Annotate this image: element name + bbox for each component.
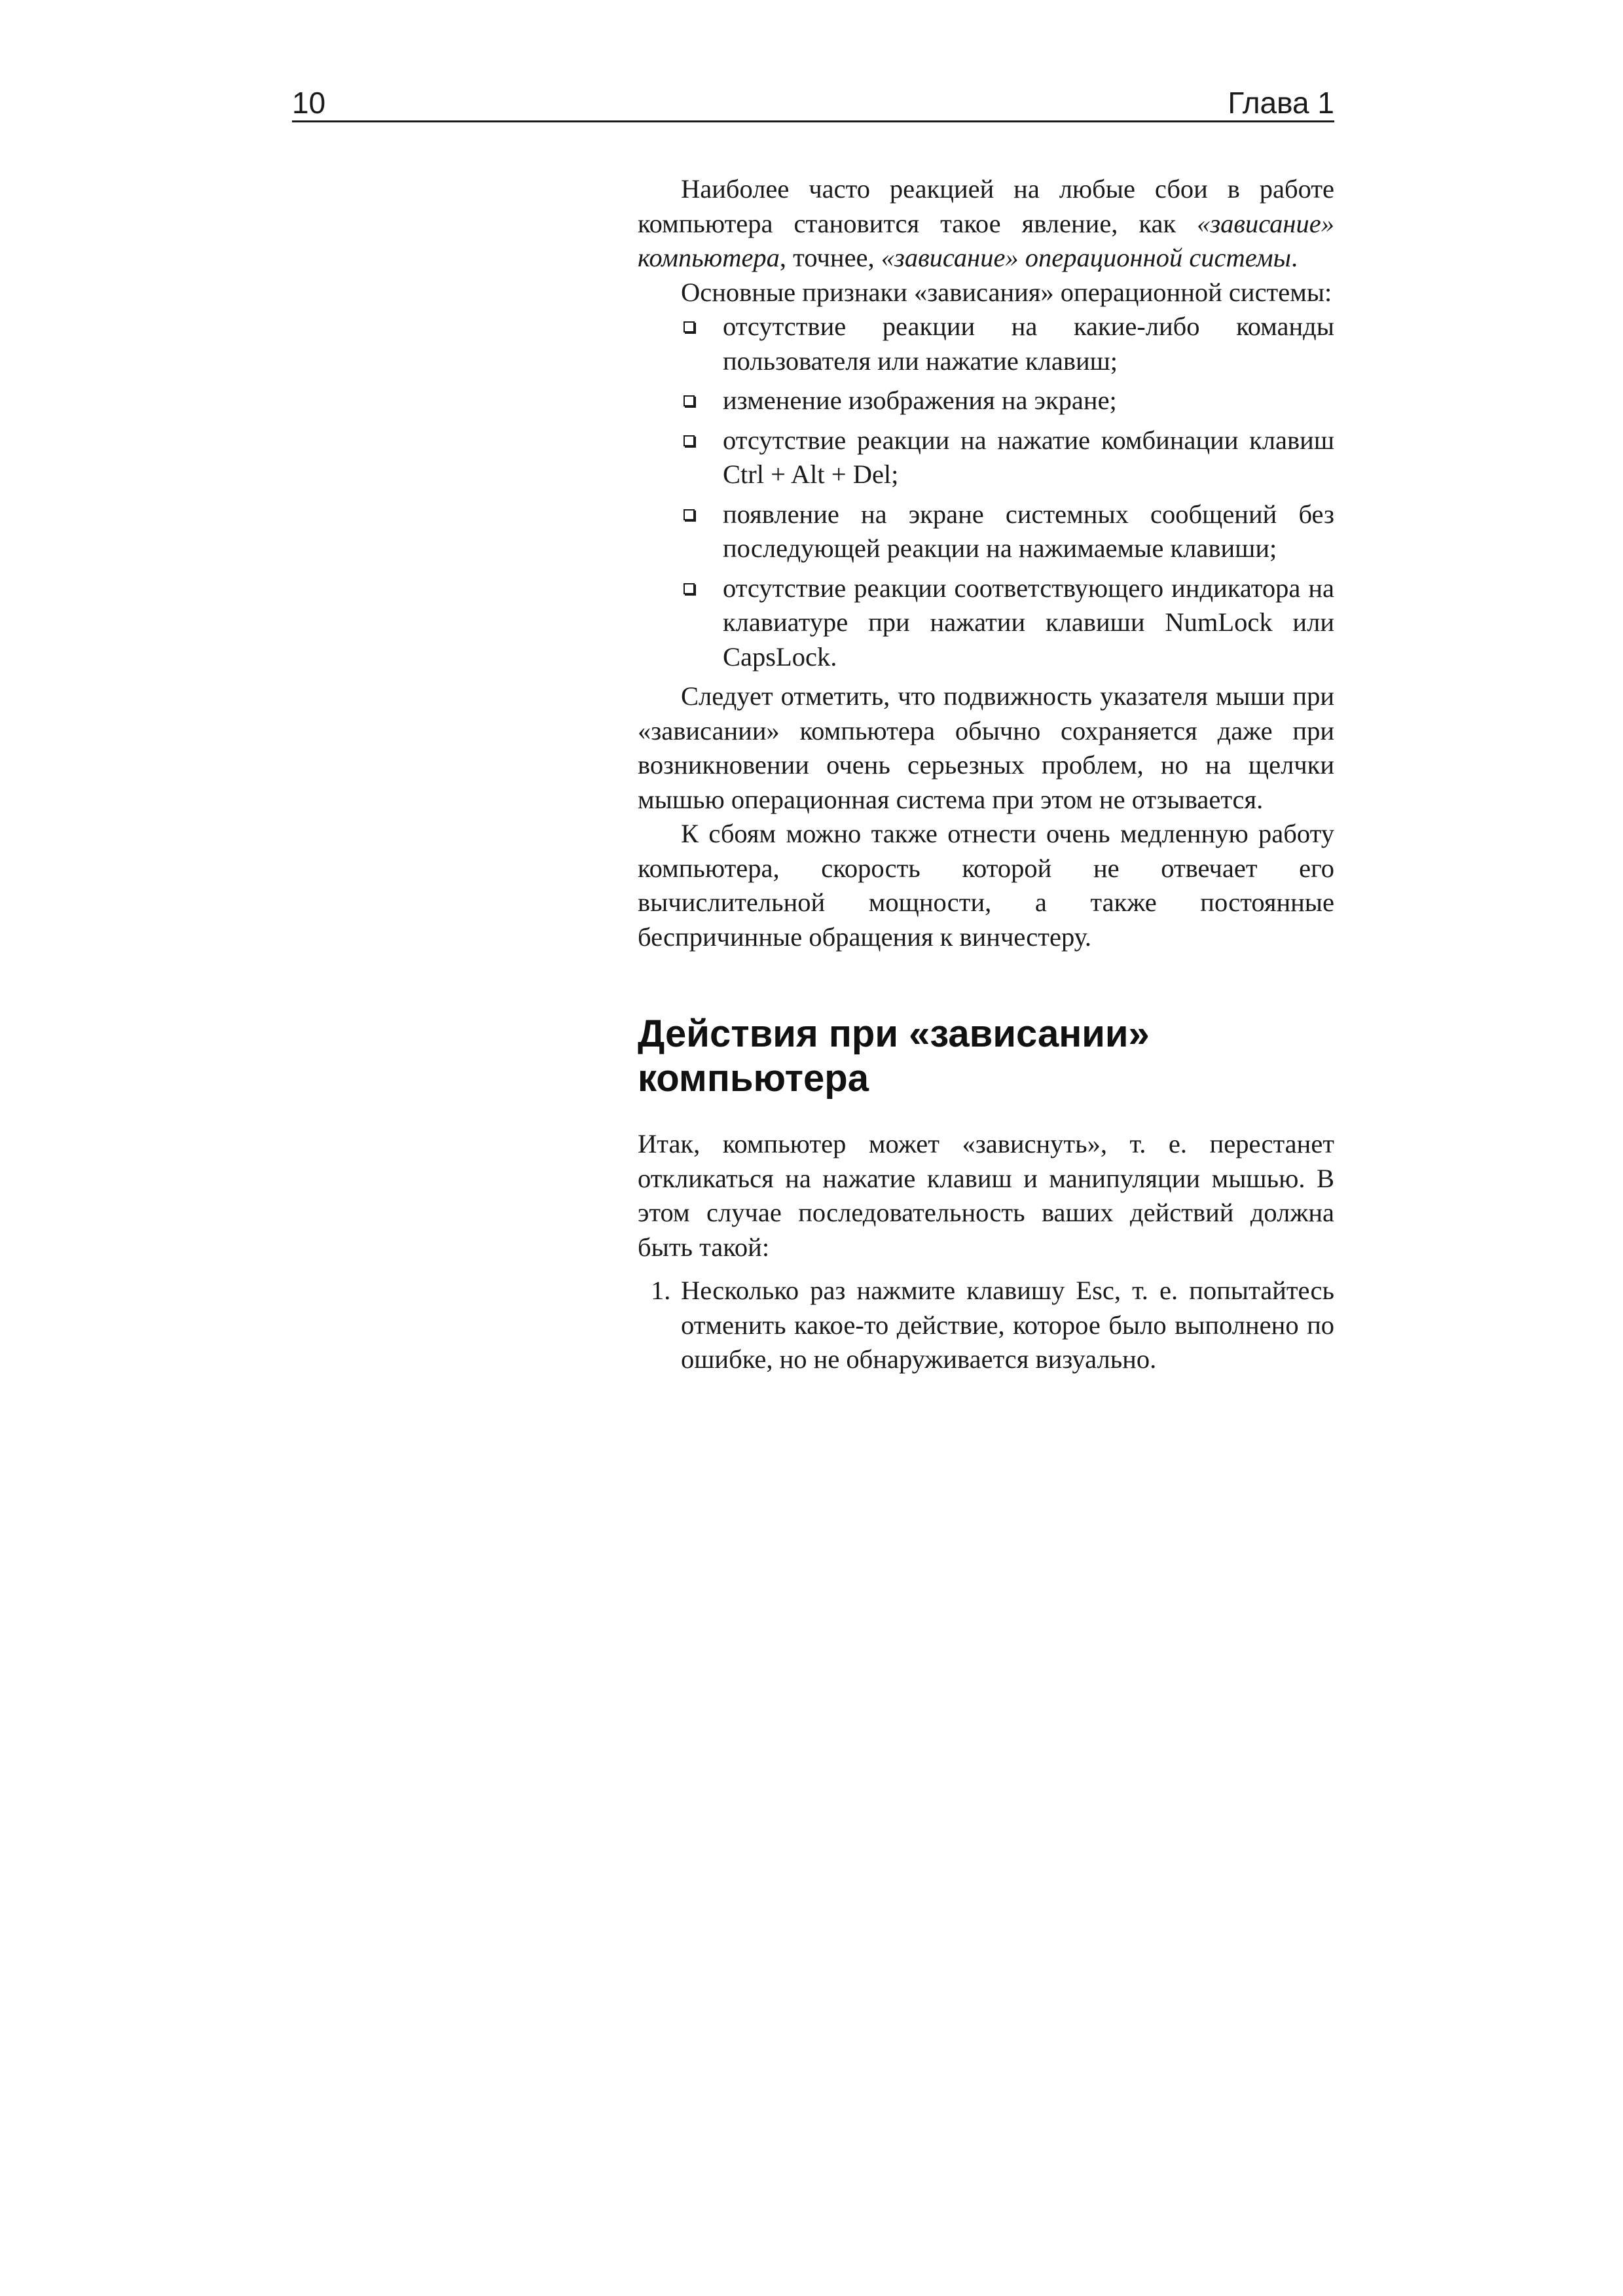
intro-text-2: , точнее,	[779, 243, 881, 272]
list-item	[723, 423, 1334, 492]
step-text: Несколько раз нажмите клавишу Esc, т. е. попытайтесь отменить какое-то действие, которое было выполнено по ошибке, но не обнаруживается визуально.	[681, 1276, 1334, 1374]
intro-italic-2: «зависание» операционной системы	[881, 243, 1292, 272]
checkbox-bullet-icon	[684, 395, 695, 406]
steps-list	[638, 1274, 1334, 1377]
chapter-title: Глава 1	[1228, 86, 1334, 120]
running-header	[292, 84, 1334, 122]
intro-italic-1: «зависание» компьютера	[638, 208, 1334, 272]
checkbox-bullet-icon	[684, 509, 695, 520]
list-item-text: отсутствие реакции на нажатие комбинации клавиш Ctrl + Alt + Del;	[723, 425, 1334, 489]
intro-text-3: .	[1291, 243, 1298, 272]
signs-intro-paragraph: Основные признаки «зависания» операционной системы:	[681, 277, 1332, 307]
mouse-paragraph: Следует отметить, что подвижность указателя мыши при «зависании» компьютера обычно сохраняется даже при возникновении очень серьезных проблем, но на щелчки мышью операционная система при этом не отзывается.	[638, 681, 1334, 814]
list-item-text: отсутствие реакции на какие-либо команды пользователя или нажатие клавиш;	[723, 312, 1334, 376]
checkbox-bullet-icon	[684, 321, 695, 332]
list-item-text: изменение изображения на экране;	[723, 386, 1117, 415]
step-number: 1.	[651, 1276, 671, 1305]
list-item	[723, 310, 1334, 378]
list-item-text: отсутствие реакции соответствующего индикатора на клавиатуре при нажатии клавиши NumLock или CapsLock.	[723, 573, 1334, 672]
signs-list	[638, 310, 1334, 674]
list-item-text: появление на экране системных сообщений без последующей реакции на нажимаемые клавиши;	[723, 499, 1334, 563]
section-heading: Действия при «зависании» компьютера	[638, 1013, 1150, 1100]
list-item	[723, 497, 1334, 566]
slow-work-paragraph: К сбоям можно также отнести очень медленную работу компьютера, скорость которой не отвечает его вычислительной мощности, а также постоянные беспричинные обращения к винчестеру.	[638, 819, 1334, 952]
text-column	[638, 172, 1334, 1377]
intro-text-1: Наиболее часто реакцией на любые сбои в работе компьютера становится такое явление, как	[638, 174, 1334, 238]
list-item	[723, 384, 1334, 418]
checkbox-bullet-icon	[684, 583, 695, 594]
checkbox-bullet-icon	[684, 435, 695, 446]
section-intro-paragraph: Итак, компьютер может «зависнуть», т. е. перестанет откликаться на нажатие клавиш и манипуляции мышью. В этом случае последовательность ваших действий должна быть такой:	[638, 1129, 1334, 1262]
header-rule	[292, 120, 1334, 122]
list-item	[723, 571, 1334, 675]
step-item	[651, 1274, 1334, 1377]
intro-paragraph	[638, 172, 1334, 276]
page-number: 10	[292, 86, 326, 120]
